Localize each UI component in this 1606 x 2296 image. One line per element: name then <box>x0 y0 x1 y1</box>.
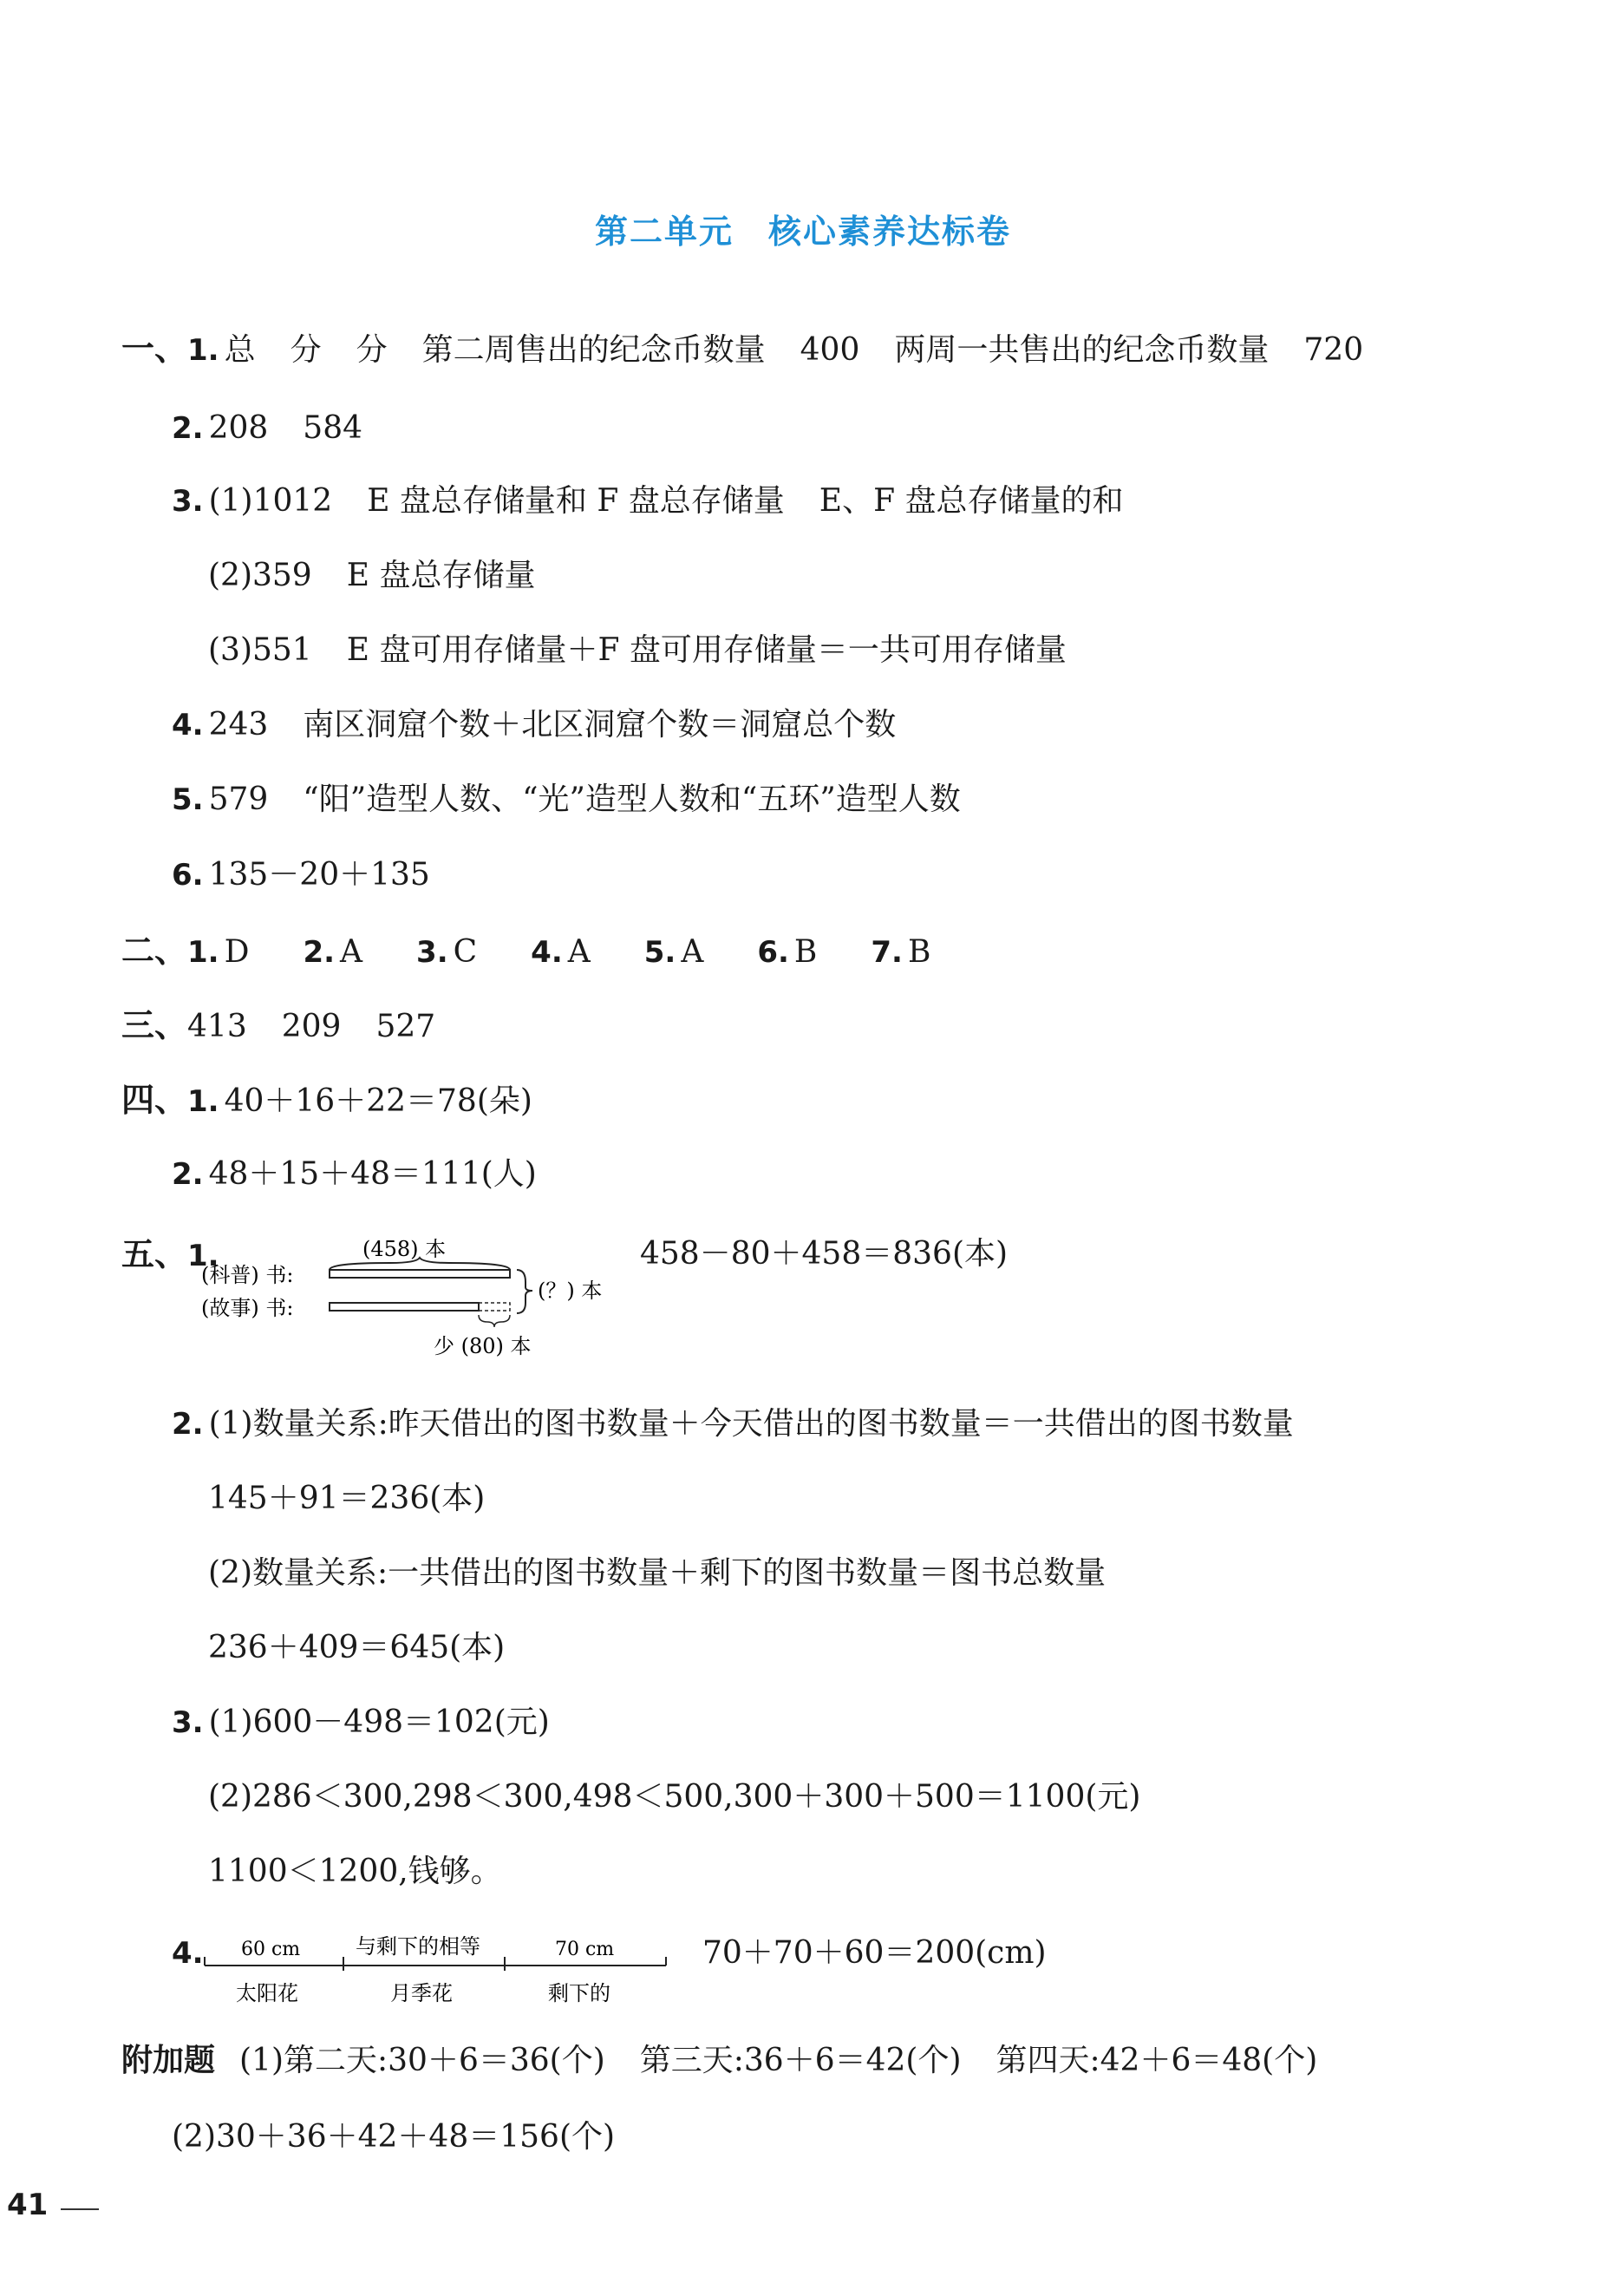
answer-text: 243 <box>208 707 269 742</box>
seg3-bottom-label: 剩下的 <box>548 1981 610 2005</box>
extra-part2: (2)30＋36＋42＋48＝156(个) <box>172 2119 616 2155</box>
s5-q2-part2: (2)数量关系:一共借出的图书数量＋剩下的图书数量＝图书总数量 <box>208 1555 1107 1591</box>
seg1-bottom-label: 太阳花 <box>236 1981 298 2005</box>
answer-text: (1)600－498＝102(元) <box>208 1704 550 1740</box>
s5-q2-part1 <box>172 1403 1294 1445</box>
answer-text: 413 <box>187 1009 247 1044</box>
seg2-top-label: 与剩下的相等 <box>356 1934 480 1959</box>
s1-q2 <box>172 408 362 449</box>
extra-part1 <box>121 2040 1317 2082</box>
section-label: 一、 <box>121 330 188 368</box>
question-number: 1. <box>187 935 219 970</box>
s1-q1 <box>121 328 1363 371</box>
question-number: 4. <box>531 935 563 970</box>
answer-text: (1)第二天:30＋6＝36(个) <box>239 2043 605 2078</box>
section-label: 四、 <box>121 1081 188 1119</box>
missing-part <box>479 1303 510 1311</box>
answer-text: 第三天:36＋6＝42(个) <box>639 2043 962 2078</box>
answer-text: 两周一共售出的纪念币数量 <box>894 332 1270 368</box>
question-number: 1. <box>187 333 219 368</box>
s5-q3-part3: 1100＜1200,钱够。 <box>208 1854 502 1889</box>
question-number: 2. <box>172 411 204 446</box>
question-number: 6. <box>757 935 789 970</box>
s5-q2-eq1: 145＋91＝236(本) <box>208 1481 486 1516</box>
page-number: 41 <box>7 2188 49 2222</box>
answer-text: 135－20＋135 <box>208 857 430 893</box>
line-segment-diagram <box>199 1232 616 1379</box>
s1-q4 <box>172 704 896 746</box>
s5-q3-part1 <box>172 1702 550 1743</box>
question-number: 5. <box>643 935 676 970</box>
s5-q1-equation: 458－80＋458＝836(本) <box>640 1236 1009 1272</box>
question-number: 6. <box>172 858 204 893</box>
diagram-top-label: (458) 本 <box>362 1237 447 1261</box>
answer-text: 第二周售出的纪念币数量 <box>421 332 766 368</box>
length-diagram <box>201 1922 687 2009</box>
question-number: 4. <box>172 708 204 742</box>
page-number-dash <box>61 2208 99 2210</box>
s3-row <box>121 1004 435 1048</box>
question-number: 3. <box>172 1705 204 1740</box>
answer-text: 208 <box>208 410 269 446</box>
question-number: 7. <box>871 935 903 970</box>
answer-text: 48＋15＋48＝111(人) <box>208 1156 537 1192</box>
s5-q4-equation: 70＋70＋60＝200(cm) <box>702 1935 1047 1971</box>
answer-text: E 盘可用存储量＋F 盘可用存储量＝一共可用存储量 <box>346 632 1067 668</box>
bottom-label: 少 (80) 本 <box>434 1334 532 1358</box>
choice-answer: B <box>907 934 931 970</box>
answer-text: (2)359 <box>208 558 312 593</box>
answer-text: (1)1012 <box>208 483 333 519</box>
right-label: (？) 本 <box>538 1279 603 1303</box>
s4-q2 <box>172 1154 537 1195</box>
question-number: 3. <box>416 935 448 970</box>
question-number: 3. <box>172 484 204 519</box>
science-bar <box>330 1270 510 1278</box>
seg3-top-label: 70 cm <box>555 1939 615 1960</box>
answer-text: 第四天:42＋6＝48(个) <box>996 2043 1318 2078</box>
s1-q3-part1 <box>172 481 1124 522</box>
choice-answer: A <box>340 934 363 970</box>
right-brace <box>517 1270 532 1313</box>
answer-text: 南区洞窟个数＋北区洞窟个数＝洞窟总个数 <box>303 707 897 742</box>
s5-q3-part2: (2)286＜300,298＜300,498＜500,300＋300＋500＝1100(元) <box>208 1779 1141 1815</box>
row2-label: (故事) 书: <box>201 1296 294 1320</box>
section-label: 二、 <box>121 932 188 970</box>
answer-text: E 盘总存储量和 F 盘总存储量 <box>367 483 785 519</box>
answer-text: 584 <box>303 410 363 446</box>
answer-text: 579 <box>208 782 269 817</box>
answer-text: E 盘总存储量 <box>346 558 536 593</box>
choice-answer: B <box>793 934 818 970</box>
answer-text: “阳”造型人数、“光”造型人数和“五环”造型人数 <box>303 782 961 817</box>
question-number: 4. <box>172 1936 204 1971</box>
s1-q3-part2 <box>208 555 535 597</box>
answer-text: E、F 盘总存储量的和 <box>819 483 1124 519</box>
question-number: 2. <box>172 1157 204 1192</box>
story-bar <box>330 1303 479 1311</box>
answer-text: 209 <box>281 1009 342 1044</box>
s4-q1 <box>121 1079 532 1122</box>
answer-text: 400 <box>800 332 860 368</box>
s5-q2-eq2: 236＋409＝645(本) <box>208 1630 506 1665</box>
section-label: 附加题 <box>121 2043 216 2078</box>
choice-answer: C <box>453 934 478 970</box>
s1-q3-part3 <box>208 630 1067 671</box>
seg2-bottom-label: 月季花 <box>390 1981 453 2005</box>
answer-text: (3)551 <box>208 632 312 668</box>
section-label: 三、 <box>121 1006 188 1044</box>
question-number: 2. <box>172 1407 204 1442</box>
question-number: 1. <box>187 1239 219 1273</box>
question-number: 2. <box>303 935 336 970</box>
bottom-brace <box>479 1315 510 1327</box>
answer-text: (1)数量关系:昨天借出的图书数量＋今天借出的图书数量＝一共借出的图书数量 <box>208 1406 1294 1442</box>
section-label: 五、 <box>121 1235 188 1273</box>
choice-answer: D <box>224 934 250 970</box>
answer-text: 分 <box>290 332 322 368</box>
s1-q5 <box>172 779 961 821</box>
s1-q6 <box>172 854 430 896</box>
choice-answer: A <box>567 934 591 970</box>
answer-text: 527 <box>375 1009 436 1044</box>
answer-text: 总 <box>224 332 256 368</box>
answer-text: 分 <box>356 332 388 368</box>
question-number: 5. <box>172 782 204 817</box>
row1-label: (科普) 书: <box>201 1263 294 1287</box>
page-title: 第二单元 核心素养达标卷 <box>594 213 1011 251</box>
answer-text: 40＋16＋22＝78(朵) <box>224 1083 532 1119</box>
choice-answer: A <box>681 934 704 970</box>
s2-row <box>121 930 930 973</box>
seg1-top-label: 60 cm <box>241 1939 301 1960</box>
answer-text: 720 <box>1303 332 1364 368</box>
question-number: 1. <box>187 1084 219 1119</box>
